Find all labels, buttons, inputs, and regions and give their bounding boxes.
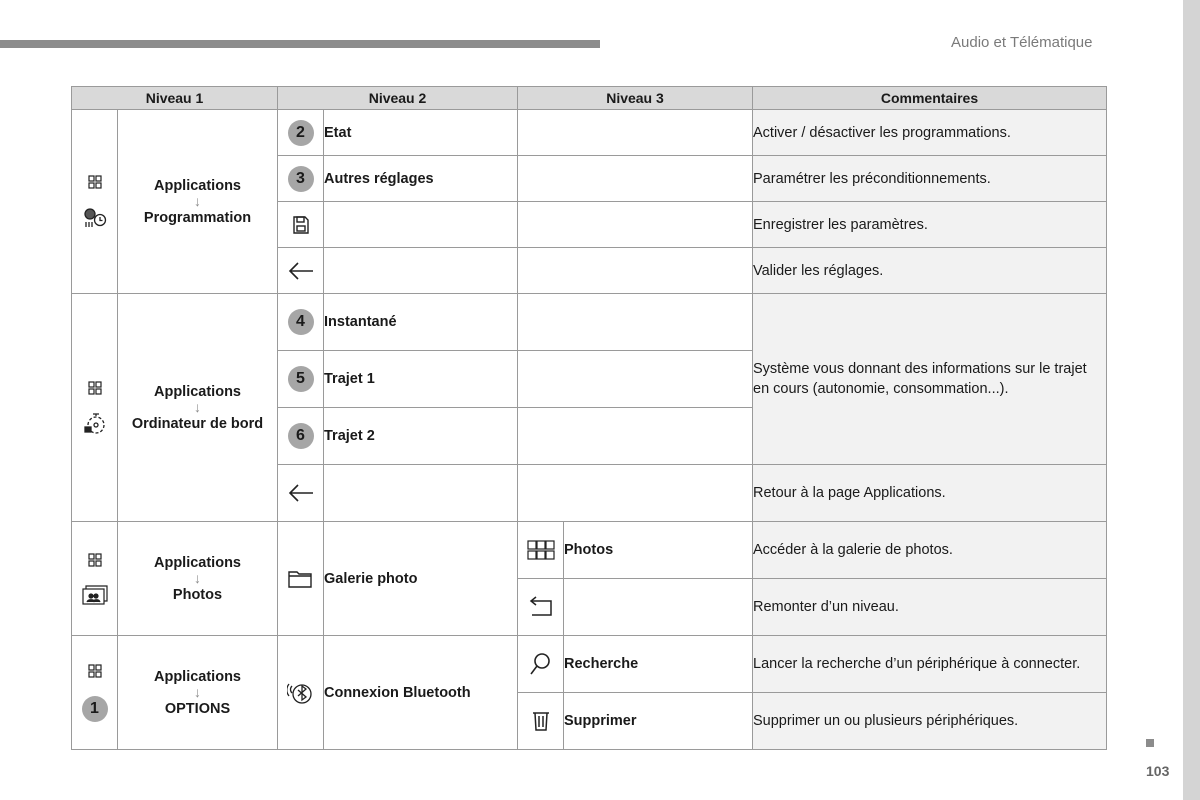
level2-label: Trajet 2: [324, 408, 518, 465]
table-row: [72, 294, 1107, 351]
column-header-commentaires: Commentaires: [753, 87, 1107, 110]
level2-icon-cell: [278, 294, 324, 351]
level2-icon-cell: [278, 248, 324, 294]
comment: Remonter d’un niveau.: [753, 579, 1107, 636]
level3-label: Supprimer: [564, 693, 753, 750]
level2-icon-cell: [278, 636, 324, 750]
apps-grid-icon: [88, 381, 102, 395]
level3-empty: [518, 408, 753, 465]
level3-empty: [518, 248, 753, 294]
comment: Valider les réglages.: [753, 248, 1107, 294]
table-header-row: [72, 87, 1107, 110]
level1-child: Ordinateur de bord: [131, 415, 264, 432]
level1-child: OPTIONS: [164, 700, 231, 717]
level3-empty: [518, 465, 753, 522]
fan-timer-icon: [82, 207, 108, 229]
trash-icon: [531, 710, 551, 732]
level1-parent: Applications: [153, 383, 241, 400]
down-arrow-icon: ↓: [194, 569, 201, 586]
photos-icon: [82, 585, 108, 605]
level2-label: Connexion Bluetooth: [324, 636, 518, 750]
comment-merged: Système vous donnant des informations sur le trajet en cours (autonomie, consommation...).: [753, 294, 1107, 465]
apps-grid-icon: [88, 664, 102, 678]
level3-label: [564, 579, 753, 636]
header-bar: [0, 40, 600, 48]
table-row: [72, 110, 1107, 156]
level2-label: Etat: [324, 110, 518, 156]
level3-icon-cell: [518, 693, 564, 750]
level2-label: Galerie photo: [324, 522, 518, 636]
section-title: Audio et Télématique: [951, 34, 1093, 51]
level3-label: Recherche: [564, 636, 753, 693]
page-number: 103: [1146, 763, 1170, 779]
step-badge: 1: [82, 696, 108, 722]
save-icon: [291, 215, 311, 235]
step-badge: 6: [288, 423, 314, 449]
step-badge: 4: [288, 309, 314, 335]
comment: Accéder à la galerie de photos.: [753, 522, 1107, 579]
level2-icon-cell: [278, 110, 324, 156]
level2-label: Autres réglages: [324, 156, 518, 202]
page-edge-strip: [1183, 0, 1200, 800]
level2-icon-cell: [278, 351, 324, 408]
level3-label: Photos: [564, 522, 753, 579]
level2-icon-cell: [278, 202, 324, 248]
column-header-niveau2: Niveau 2: [278, 87, 518, 110]
level3-empty: [518, 294, 753, 351]
comment: Activer / désactiver les programmations.: [753, 110, 1107, 156]
level1-path: [118, 110, 278, 294]
level-up-icon: [527, 596, 555, 618]
down-arrow-icon: ↓: [194, 192, 201, 209]
comment: Supprimer un ou plusieurs périphériques.: [753, 693, 1107, 750]
down-arrow-icon: ↓: [194, 683, 201, 700]
level3-empty: [518, 110, 753, 156]
back-arrow-icon: [287, 483, 315, 503]
level3-empty: [518, 351, 753, 408]
level2-label: [324, 248, 518, 294]
trip-computer-icon: [83, 413, 107, 435]
thumbnail-grid-icon: [527, 540, 555, 560]
level1-path: [118, 294, 278, 522]
level3-icon-cell: [518, 579, 564, 636]
level3-empty: [518, 156, 753, 202]
column-header-niveau3: Niveau 3: [518, 87, 753, 110]
step-badge: 3: [288, 166, 314, 192]
level2-label: Trajet 1: [324, 351, 518, 408]
level1-parent: Applications: [153, 668, 241, 685]
level2-icon-cell: [278, 408, 324, 465]
back-arrow-icon: [287, 261, 315, 281]
folder-icon: [287, 569, 315, 589]
level2-label: Instantané: [324, 294, 518, 351]
level1-icons: [72, 294, 118, 522]
down-arrow-icon: ↓: [194, 398, 201, 415]
level1-child: Programmation: [143, 209, 252, 226]
level2-label: [324, 202, 518, 248]
level2-icon-cell: [278, 156, 324, 202]
apps-grid-icon: [88, 175, 102, 189]
menu-table: [71, 86, 1107, 750]
level1-path: [118, 522, 278, 636]
level2-icon-cell: [278, 465, 324, 522]
column-header-niveau1: Niveau 1: [72, 87, 278, 110]
level1-child: Photos: [172, 586, 223, 603]
level1-parent: Applications: [153, 177, 241, 194]
step-badge: 5: [288, 366, 314, 392]
comment: Enregistrer les paramètres.: [753, 202, 1107, 248]
comment: Lancer la recherche d’un périphérique à connecter.: [753, 636, 1107, 693]
level3-empty: [518, 202, 753, 248]
level3-icon-cell: [518, 522, 564, 579]
comment: Retour à la page Applications.: [753, 465, 1107, 522]
comment: Paramétrer les préconditionnements.: [753, 156, 1107, 202]
level1-parent: Applications: [153, 554, 241, 571]
level2-label: [324, 465, 518, 522]
level1-icons: [72, 636, 118, 750]
level2-icon-cell: [278, 522, 324, 636]
table-row: [72, 522, 1107, 579]
level1-path: [118, 636, 278, 750]
level1-icons: [72, 522, 118, 636]
level3-icon-cell: [518, 636, 564, 693]
bluetooth-icon: [287, 680, 315, 706]
level1-icons: [72, 110, 118, 294]
page-mark: [1146, 739, 1154, 747]
step-badge: 2: [288, 120, 314, 146]
apps-grid-icon: [88, 553, 102, 567]
search-icon: [529, 651, 553, 677]
table-row: [72, 636, 1107, 693]
